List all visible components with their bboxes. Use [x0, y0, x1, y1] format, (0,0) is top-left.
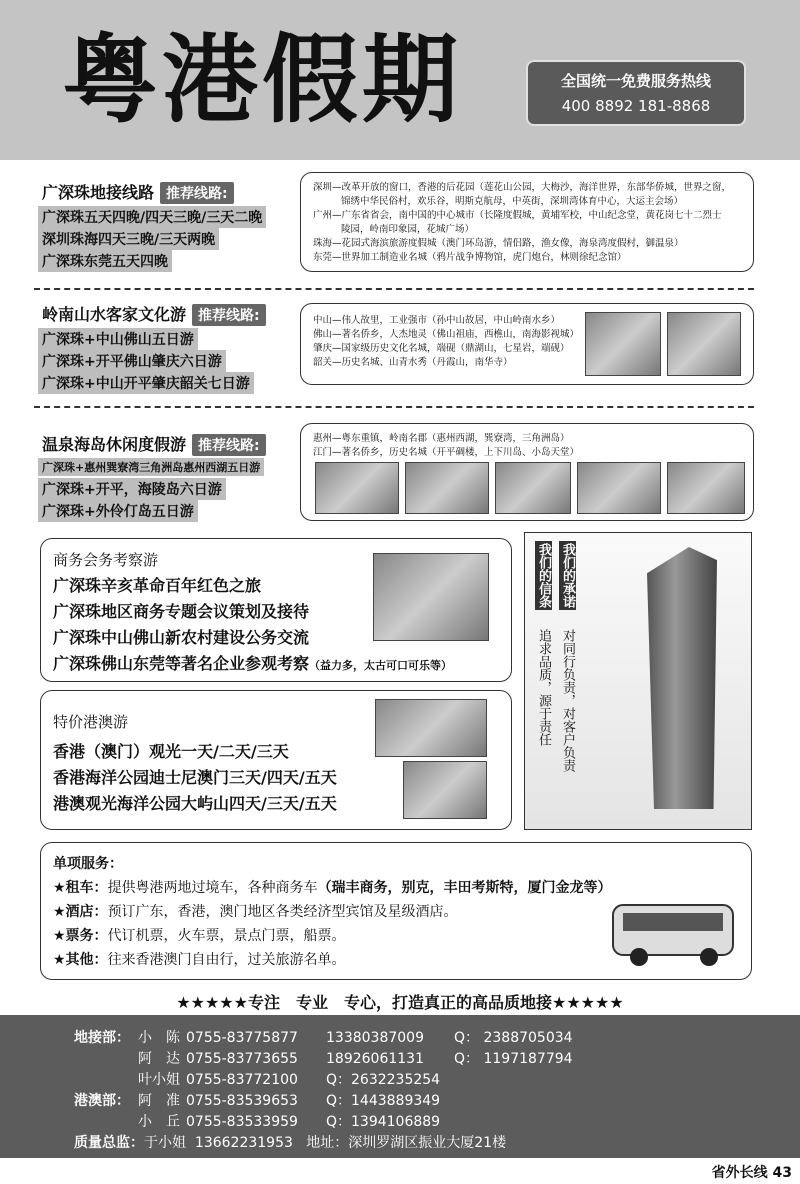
section1-desc-box — [300, 172, 754, 272]
business-item: 广深珠地区商务专题会议策划及接待 — [53, 602, 310, 621]
desc-line: 广州—广东省省会，南中国的中心城市（长隆度假城，黄埔军校，中山纪念堂，黄花岗七十二烈士 — [313, 210, 722, 221]
header-banner — [0, 0, 800, 160]
section3-desc-box — [300, 423, 754, 521]
photo-resort — [315, 462, 399, 514]
section2-badge: 推荐线路: — [192, 304, 266, 326]
contact-footer — [0, 1015, 800, 1158]
hotline-number: 400 8892 181-8868 — [561, 97, 711, 115]
contact-row: 地接部： 小 陈 0755-83775877 13380387009 Q： 2388705034 — [74, 1030, 573, 1046]
route-item: 广深珠东莞五天四晚 — [38, 250, 172, 272]
photo-hotel — [577, 462, 661, 514]
slogan: ★★★★★专注 专业 专心，打造真正的高品质地接★★★★★ — [176, 993, 624, 1012]
desc-line: 江门—著名侨乡，历史名城（开平碉楼，上下川岛、小岛天堂） — [313, 447, 580, 458]
section2-desc-box — [300, 303, 754, 385]
hotline-label: 全国统一免费服务热线 — [560, 72, 711, 90]
section1-title: 广深珠地接线路 推荐线路: — [42, 180, 234, 204]
photo-coast — [667, 462, 745, 514]
service-item: ★票务：代订机票，火车票，景点门票，船票。 — [53, 928, 346, 944]
section2-title: 岭南山水客家文化游 推荐线路: — [42, 302, 266, 326]
services-title: 单项服务： — [53, 856, 123, 872]
route-item: 深圳珠海四天三晚/三天两晚 — [38, 228, 219, 250]
desc-line: 佛山—著名侨乡，人杰地灵（佛山祖庙，西樵山，南海影视城） — [313, 329, 580, 340]
photo-ruins — [403, 761, 487, 819]
promise-text: 对同行负责，对客户负责 — [560, 629, 575, 772]
section1-badge: 推荐线路: — [160, 182, 234, 204]
creed-text: 追求品质，源于责任 — [536, 629, 551, 746]
hk-item: 香港海洋公园迪士尼澳门三天/四天/五天 — [53, 768, 337, 787]
route-item: 广深珠+开平佛山肇庆六日游 — [38, 350, 226, 372]
desc-line: 珠海—花园式海滨旅游度假城（澳门环岛游，情侣路，渔女像，海泉湾度假村，御温泉） — [313, 238, 684, 249]
contact-row: 港澳部： 阿 准 0755-83539653 Q：1443889349 — [74, 1093, 441, 1109]
section3-badge: 推荐线路: — [192, 434, 266, 456]
route-item: 广深珠+中山开平肇庆韶关七日游 — [38, 372, 254, 394]
business-item: 广深珠佛山东莞等著名企业参观考察（益力多，太古可口可乐等） — [53, 654, 453, 673]
hk-box — [40, 690, 512, 830]
business-note: （益力多，太古可口可乐等） — [309, 659, 453, 672]
desc-line: 深圳—改革开放的窗口，香港的后花园（莲花山公园，大梅沙，海洋世界，东部华侨城，世界之窗， — [313, 182, 732, 193]
bus-icon — [609, 899, 737, 971]
desc-line: 韶关—历史名城、山青水秀（丹霞山，南华寺） — [313, 357, 513, 368]
photo-tower — [647, 547, 717, 809]
desc-line: 锦绣中华民俗村，欢乐谷，明斯克航母，中英街，深圳湾体育中心，大运主会场） — [341, 196, 684, 207]
service-item: ★租车：提供粤港两地过境车，各种商务车（瑞丰商务，别克，丰田考斯特，厦门金龙等） — [53, 880, 612, 896]
photo-mountain — [667, 312, 741, 376]
services-box — [40, 842, 752, 980]
hotline-box — [526, 60, 746, 126]
business-box — [40, 538, 512, 682]
desc-line: 肇庆—国家级历史文化名城，端砚（鼎湖山，七星岩，端砚） — [313, 343, 570, 354]
route-item: 广深珠+中山佛山五日游 — [38, 328, 198, 350]
route-item: 广深珠+惠州巽寮湾三角洲岛惠州西湖五日游 — [38, 458, 264, 476]
route-item: 广深珠+开平，海陵岛六日游 — [38, 478, 226, 500]
hk-item: 港澳观光海洋公园大屿山四天/三天/五天 — [53, 794, 337, 813]
service-item: ★酒店：预订广东，香港，澳门地区各类经济型宾馆及星级酒店。 — [53, 904, 458, 920]
desc-line: 中山—伟人故里，工业强市（孙中山故居，中山岭南水乡） — [313, 315, 561, 326]
service-item: ★其他：往来香港澳门自由行，过关旅游名单。 — [53, 952, 346, 968]
business-item: 广深珠辛亥革命百年红色之旅 — [53, 576, 262, 595]
creed-heading: 我们的信条 — [536, 543, 551, 608]
divider — [34, 288, 754, 290]
promise-panel — [524, 532, 752, 830]
photo-temple — [585, 312, 661, 376]
photo-military-school — [373, 553, 489, 641]
photo-beach — [405, 462, 489, 514]
promise-heading: 我们的承诺 — [560, 543, 575, 608]
business-title: 商务会务考察游 — [53, 551, 159, 569]
desc-line: 东莞—世界加工制造业名城（鸦片战争博物馆，虎门炮台，林则徐纪念馆） — [313, 252, 627, 263]
quality-row: 质量总监：于小姐 13662231953 地址：深圳罗湖区振业大厦21楼 — [74, 1135, 507, 1151]
hk-title: 特价港澳游 — [53, 713, 129, 731]
route-item: 广深珠五天四晚/四天三晚/三天二晚 — [38, 206, 266, 228]
contact-row: 叶小姐 0755-83772100 Q：2632235254 — [138, 1072, 441, 1088]
contact-row: 小 丘 0755-83533959 Q：1394106889 — [138, 1114, 441, 1130]
photo-island — [495, 462, 571, 514]
photo-disney — [375, 699, 487, 757]
business-item: 广深珠中山佛山新农村建设公务交流 — [53, 628, 310, 647]
desc-line: 惠州—粤东重镇，岭南名郡（惠州西湖，巽寮湾，三角洲岛） — [313, 433, 570, 444]
page-number: 省外长线 43 — [711, 1165, 792, 1181]
desc-line: 陵园，岭南印象园，花城广场） — [341, 224, 475, 235]
divider — [34, 406, 754, 408]
contact-row: 阿 达 0755-83773655 18926061131 Q： 1197187794 — [138, 1051, 573, 1067]
section3-title: 温泉海岛休闲度假游 推荐线路: — [42, 432, 266, 456]
page-title: 粤港假期 — [62, 24, 462, 136]
route-item: 广深珠+外伶仃岛五日游 — [38, 500, 198, 522]
hk-item: 香港（澳门）观光一天/二天/三天 — [53, 742, 289, 761]
